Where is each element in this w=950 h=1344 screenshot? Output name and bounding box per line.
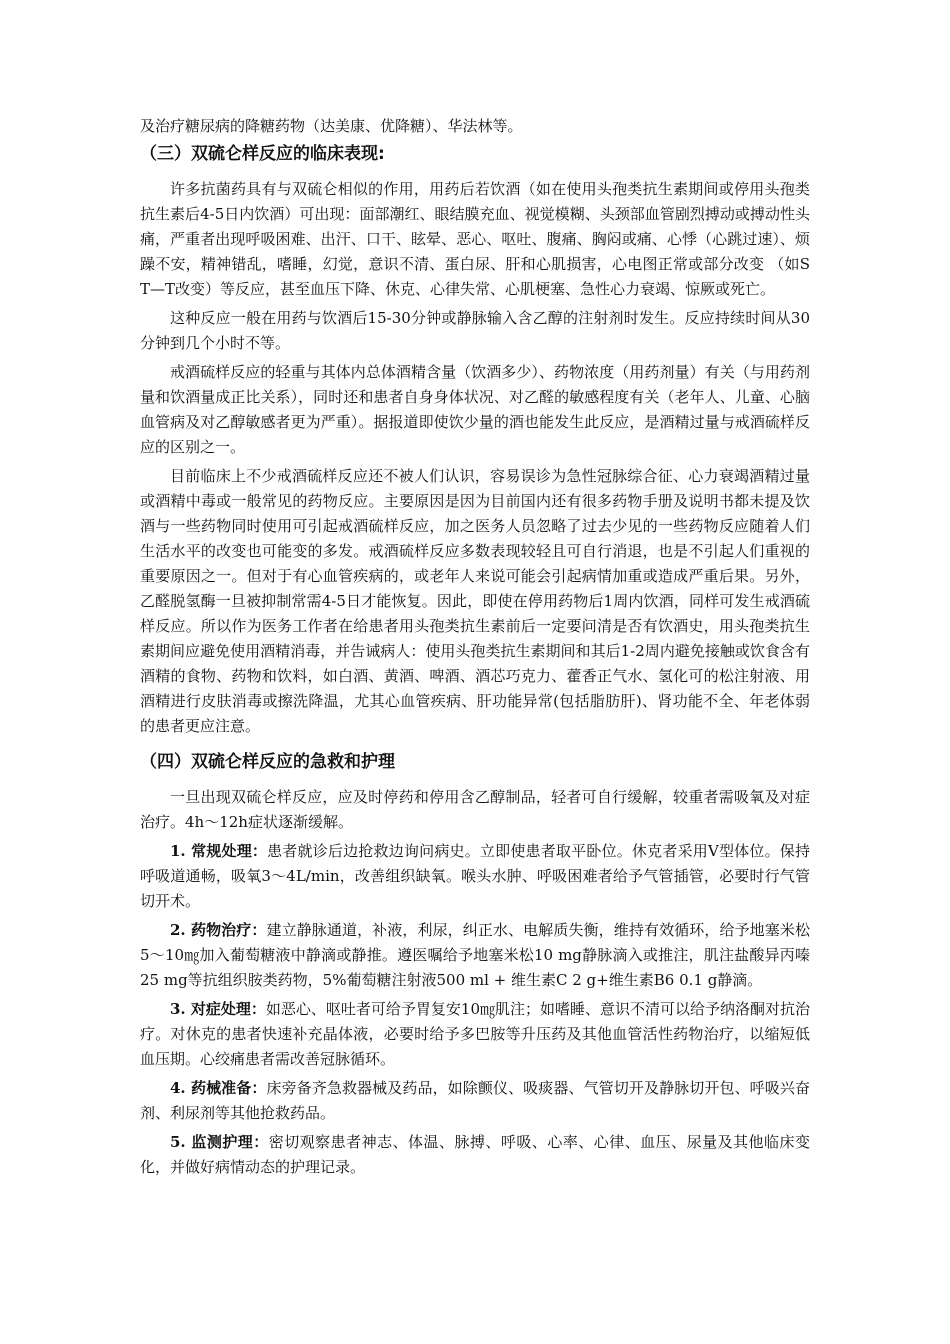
section-3-paragraph-2: 这种反应一般在用药与饮酒后15-30分钟或静脉输入含乙醇的注射剂时发生。反应持续时间从30分钟到几个小时不等。 (140, 309, 810, 352)
section-4-intro: 一旦出现双硫仑样反应，应及时停药和停用含乙醇制品，轻者可自行缓解，较重者需吸氧及对症治疗。4h～12h症状逐渐缓解。 (140, 788, 810, 831)
treatment-item-4 (140, 1076, 810, 1126)
treatment-item-4-label: 4. 药械准备： (170, 1079, 267, 1097)
section-3-paragraph-1: 许多抗菌药具有与双硫仑相似的作用，用药后若饮酒（如在使用头孢类抗生素期间或停用头孢类抗生素后4-5日内饮酒）可出现：面部潮红、眼结膜充血、视觉模糊、头颈部血管剧烈搏动或搏动性头痛，严重者出现呼吸困难、出汗、口干、眩晕、恶心、呕吐、腹痛、胸闷或痛、心悸（心跳过速）、烦躁不安，精神错乱，嗜睡，幻觉，意识不清、蛋白尿、肝和心肌损害，心电图正常或部分改变 （如ST—T改变）等反应，甚至血压下降、休克、心律失常、心肌梗塞、急性心力衰竭、惊厥或死亡。 (140, 180, 810, 298)
treatment-item-3-label: 3. 对症处理： (170, 1000, 266, 1018)
section-4-heading: （四）双硫仑样反应的急救和护理 (140, 752, 395, 772)
treatment-item-5 (140, 1130, 810, 1180)
continuation-line: 及治疗糖尿病的降糖药物（达美康、优降糖）、华法林等。 (140, 117, 523, 135)
treatment-item-1-label: 1. 常规处理： (170, 842, 268, 860)
treatment-item-2-label: 2. 药物治疗： (170, 921, 267, 939)
treatment-item-1 (140, 839, 810, 914)
section-3-heading: （三）双硫仑样反应的临床表现: (140, 144, 385, 164)
treatment-item-5-text: 密切观察患者神志、体温、脉搏、呼吸、心率、心律、血压、尿量及其他临床变化，并做好病情动态的护理记录。 (140, 1133, 810, 1176)
section-3-paragraph-3: 戒酒硫样反应的轻重与其体内总体酒精含量（饮酒多少）、药物浓度（用药剂量）有关（与用药剂量和饮酒量成正比关系），同时还和患者自身身体状况、对乙醛的敏感程度有关（老年人、儿童、心脑血管病及对乙醇敏感者更为严重）。据报道即使饮少量的酒也能发生此反应，是酒精过量与戒酒硫样反应的区别之一。 (140, 363, 810, 456)
section-3-paragraph-4: 目前临床上不少戒酒硫样反应还不被人们认识，容易误诊为急性冠脉综合征、心力衰竭酒精过量或酒精中毒或一般常见的药物反应。主要原因是因为目前国内还有很多药物手册及说明书都未提及饮酒与一些药物同时使用可引起戒酒硫样反应，加之医务人员忽略了过去少见的一些药物反应随着人们生活水平的改变也可能变的多发。戒酒硫样反应多数表现较轻且可自行消退，也是不引起人们重视的重要原因之一。但对于有心血管疾病的，或老年人来说可能会引起病情加重或造成严重后果。另外，乙醛脱氢酶一旦被抑制常需4-5日才能恢复。因此，即使在停用药物后1周内饮酒，同样可发生戒酒硫样反应。所以作为医务工作者在给患者用头孢类抗生素前后一定要问清是否有饮酒史，用头孢类抗生素期间应避免使用酒精消毒，并告诫病人：使用头孢类抗生素期间和其后1-2周内避免接触或饮食含有酒精的食物、药物和饮料，如白酒、黄酒、啤酒、酒芯巧克力、藿香正气水、氢化可的松注射液、用酒精进行皮肤消毒或擦洗降温，尤其心血管疾病、肝功能异常(包括脂肪肝)、肾功能不全、年老体弱的患者更应注意。 (140, 467, 810, 735)
treatment-item-2 (140, 918, 810, 993)
treatment-item-1-text: 患者就诊后边抢救边询问病史。立即使患者取平卧位。休克者采用Ⅴ型体位。保持呼吸道通畅，吸氧3～4L/min，改善组织缺氧。喉头水肿、呼吸困难者给予气管插管，必要时行气管切开术。 (140, 842, 810, 910)
treatment-item-3-text: 如恶心、呕吐者可给予胃复安10㎎肌注；如嗜睡、意识不清可以给予纳洛酮对抗治疗。对休克的患者快速补充晶体液，必要时给予多巴胺等升压药及其他血管活性药物治疗，以缩短低血压期。心绞痛患者需改善冠脉循环。 (140, 1000, 810, 1068)
treatment-item-5-label: 5. 监测护理： (170, 1133, 269, 1151)
treatment-item-3 (140, 997, 810, 1072)
treatment-item-2-text: 建立静脉通道，补液，利尿，纠正水、电解质失衡，维持有效循环，给予地塞米松5～10㎎加入葡萄糖液中静滴或静推。遵医嘱给予地塞米松10 mg静脉滴入或推注，肌注盐酸异丙嗪25 mg等抗组织胺类药物，5%葡萄糖注射液500 ml + 维生素C 2 g+维生素B6 0.1 g静滴。 (140, 921, 810, 989)
treatment-item-4-text: 床旁备齐急救器械及药品，如除颤仪、吸痰器、气管切开及静脉切开包、呼吸兴奋剂、利尿剂等其他抢救药品。 (140, 1079, 810, 1122)
